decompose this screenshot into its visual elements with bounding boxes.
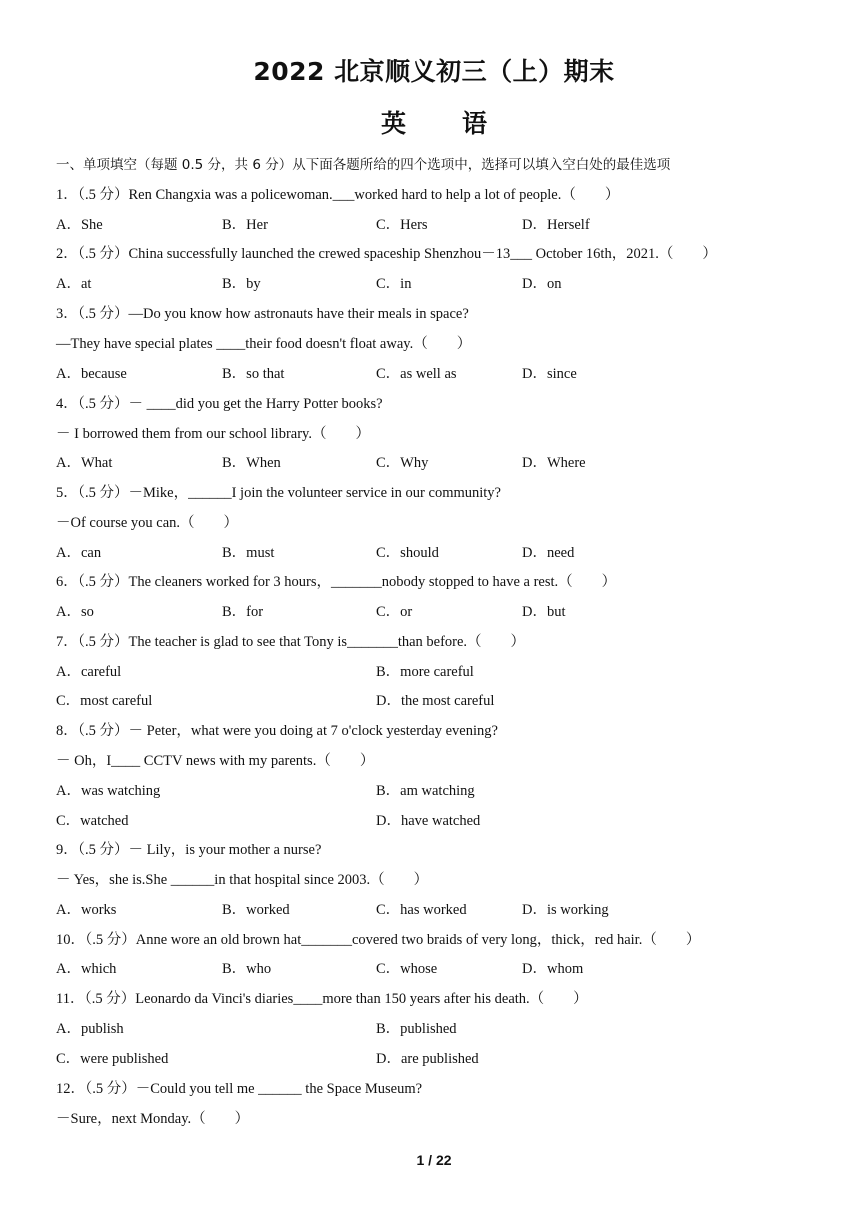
question-9: 9．（.5 分）－ Lily，is your mother a nurse?	[56, 842, 322, 858]
q6-option-d: D．but	[522, 604, 566, 620]
q9-option-c: C．has worked	[376, 902, 467, 918]
question-8-line-2: － Oh，I____ CCTV news with my parents.（ ）	[56, 753, 375, 769]
q9-option-d: D．is working	[522, 902, 609, 918]
q2-option-a: A．at	[56, 276, 92, 292]
question-12-line-2: －Sure，next Monday.（ ）	[56, 1111, 250, 1127]
q1-option-c: C．Hers	[376, 217, 428, 233]
subject-char-2: 语	[462, 109, 488, 138]
q4-option-c: C．Why	[376, 455, 429, 471]
q6-option-b: B．for	[222, 604, 264, 620]
question-4-line-2: － I borrowed them from our school library.（ ）	[56, 426, 370, 442]
section-heading: 一、单项填空（每题 0.5 分，共 6 分）从下面各题所给的四个选项中，选择可以填入空白处的最佳选项	[56, 157, 671, 173]
question-7: 7．（.5 分）The teacher is glad to see that Tony is_______than before.（ ）	[56, 634, 526, 650]
question-4: 4．（.5 分）－ ____did you get the Harry Potter books?	[56, 396, 383, 412]
q10-option-a: A．which	[56, 961, 117, 977]
question-2: 2．（.5 分）China successfully launched the crewed spaceship Shenzhou－13___ October 16th，2021.（ ）	[56, 246, 717, 262]
question-12: 12．（.5 分）－Could you tell me ______ the Space Museum?	[56, 1081, 423, 1097]
q8-option-a: A．was watching	[56, 783, 161, 799]
q11-option-d: D．are published	[376, 1051, 479, 1067]
q4-option-d: D．Where	[522, 455, 586, 471]
q7-option-a: A．careful	[56, 664, 122, 680]
q6-option-a: A．so	[56, 604, 94, 620]
q2-option-b: B．by	[222, 276, 261, 292]
q6-option-c: C．or	[376, 604, 413, 620]
page-number: 1 / 22	[416, 1152, 452, 1168]
question-8: 8．（.5 分）－ Peter，what were you doing at 7 o'clock yesterday evening?	[56, 723, 498, 739]
q7-option-c: C．most careful	[56, 693, 153, 709]
question-9-line-2: － Yes，she is.She ______in that hospital since 2003.（ ）	[56, 872, 429, 888]
q5-option-a: A．can	[56, 545, 102, 561]
question-11: 11．（.5 分）Leonardo da Vinci's diaries____more than 150 years after his death.（ ）	[56, 991, 588, 1007]
q11-option-b: B．published	[376, 1021, 457, 1037]
question-6: 6．（.5 分）The cleaners worked for 3 hours，_______nobody stopped to have a rest.（ ）	[56, 574, 617, 590]
q8-option-b: B．am watching	[376, 783, 475, 799]
q8-option-d: D．have watched	[376, 813, 481, 829]
subject-heading	[0, 104, 868, 140]
q7-option-b: B．more careful	[376, 664, 474, 680]
subject-char-1: 英	[380, 109, 406, 138]
question-5-line-2: －Of course you can.（ ）	[56, 515, 239, 531]
q11-option-c: C．were published	[56, 1051, 169, 1067]
q9-option-a: A．works	[56, 902, 117, 918]
q8-option-c: C．watched	[56, 813, 129, 829]
q4-option-b: B．When	[222, 455, 281, 471]
q5-option-b: B．must	[222, 545, 275, 561]
q2-option-c: C．in	[376, 276, 412, 292]
q9-option-b: B．worked	[222, 902, 290, 918]
q5-option-d: D．need	[522, 545, 575, 561]
q3-option-b: B．so that	[222, 366, 285, 382]
q10-option-b: B．who	[222, 961, 272, 977]
q1-option-a: A．She	[56, 217, 103, 233]
q3-option-a: A．because	[56, 366, 127, 382]
question-1: 1．（.5 分）Ren Changxia was a policewoman.___worked hard to help a lot of people.（ ）	[56, 187, 620, 203]
page-title: 2022 北京顺义初三（上）期末	[253, 57, 615, 86]
question-3: 3．（.5 分）—Do you know how astronauts have their meals in space?	[56, 306, 469, 322]
q2-option-d: D．on	[522, 276, 562, 292]
question-3-line-2: —They have special plates ____their food doesn't float away.（ ）	[56, 336, 472, 352]
q10-option-d: D．whom	[522, 961, 584, 977]
q3-option-d: D．since	[522, 366, 577, 382]
q1-option-d: D．Herself	[522, 217, 590, 233]
q5-option-c: C．should	[376, 545, 439, 561]
q1-option-b: B．Her	[222, 217, 268, 233]
q4-option-a: A．What	[56, 455, 113, 471]
q3-option-c: C．as well as	[376, 366, 457, 382]
question-10: 10．（.5 分）Anne wore an old brown hat_______covered two braids of very long，thick，red hair.（ ）	[56, 932, 701, 948]
q10-option-c: C．whose	[376, 961, 438, 977]
question-5: 5．（.5 分）－Mike，______I join the volunteer service in our community?	[56, 485, 501, 501]
q11-option-a: A．publish	[56, 1021, 124, 1037]
q7-option-d: D．the most careful	[376, 693, 495, 709]
